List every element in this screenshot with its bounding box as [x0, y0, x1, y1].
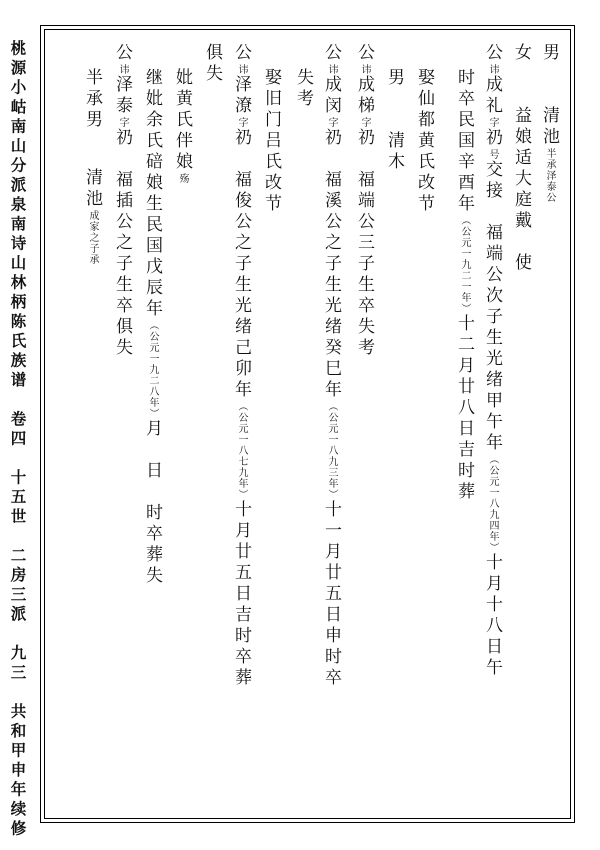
text-segment: 公	[354, 43, 374, 64]
side-page: 九三	[8, 644, 28, 684]
text-segment: 半承男	[82, 68, 102, 131]
text-column-12	[203, 43, 220, 85]
text-column-1	[540, 43, 557, 203]
text-segment: 礽 福俊公之子生光绪己卯年	[231, 128, 251, 401]
text-column-15	[113, 43, 130, 359]
text-segment: 十月廿五日吉时卒葬	[231, 500, 251, 689]
text-segment: 妣黄氏伴娘	[172, 68, 192, 173]
annotation-small: 讳	[487, 64, 498, 75]
text-segment: 女 益娘适大庭戴 使	[511, 43, 531, 274]
text-segment: 成梯	[354, 75, 374, 117]
text-column-16	[83, 68, 100, 131]
annotation-small: （公元一八七九年）	[236, 401, 247, 500]
annotation-small: 讳	[359, 64, 370, 75]
text-segment: 公	[321, 43, 341, 64]
text-column-14	[143, 68, 160, 587]
annotation-small: 讳	[326, 64, 337, 75]
text-segment: 月 日 时卒葬失	[142, 419, 162, 587]
text-column-2	[512, 43, 529, 274]
text-segment: 礽 福溪公之子生光绪癸巳年	[321, 128, 341, 401]
text-segment: 时卒民国辛酉年	[454, 68, 474, 215]
annotation-small: 字	[487, 117, 498, 128]
text-column-7	[355, 43, 372, 359]
text-segment: 俱失	[202, 43, 222, 85]
text-segment: 礽	[482, 128, 502, 149]
text-column-6	[385, 68, 402, 173]
text-column-4	[455, 68, 472, 503]
side-volume: 卷四	[8, 410, 28, 450]
text-segment: 公	[231, 43, 251, 64]
text-segment: 公	[482, 43, 502, 64]
annotation-small: （公元一八九四年）	[487, 454, 498, 553]
annotation-small: 号	[487, 149, 498, 160]
text-column-11	[262, 68, 279, 215]
text-segment: 娶旧门吕氏改节	[261, 68, 281, 215]
annotation-small: 讳	[236, 64, 247, 75]
text-column-8	[322, 43, 339, 689]
text-segment: 礽 福插公之子生卒俱失	[112, 128, 132, 359]
side-generation: 十五世	[8, 469, 28, 528]
text-segment: 清池	[82, 168, 102, 210]
annotation-small: 半承泽泰公	[544, 148, 555, 203]
text-segment: 继妣余氏碚娘生民国戊辰年	[142, 68, 162, 320]
side-branch: 二房三派	[8, 547, 28, 625]
text-segment: 礽 福端公三子生卒失考	[354, 128, 374, 359]
annotation-small: （公元一九二一年）	[459, 215, 470, 314]
annotation-small: 字	[117, 117, 128, 128]
text-segment: 交接 福端公次子生光绪甲午年	[482, 160, 502, 454]
text-segment: 十月十八日午	[482, 553, 502, 679]
annotation-small: （公元一八九三年）	[326, 401, 337, 500]
annotation-small: 讳	[117, 64, 128, 75]
text-column-5	[415, 68, 432, 215]
text-segment: 公	[112, 43, 132, 64]
text-segment: 十一月廿五日申时卒	[321, 500, 341, 689]
annotation-small: 成家之子承	[87, 210, 98, 265]
side-title: 桃源小岵南山分派泉南诗山林柄陈氏族谱	[8, 40, 28, 391]
text-column-9	[294, 68, 311, 110]
text-column-17	[83, 168, 100, 265]
text-segment: 男 清木	[384, 68, 404, 173]
text-column-13	[173, 68, 190, 184]
text-segment: 泽潦	[231, 75, 251, 117]
annotation-small: 殇	[177, 173, 188, 184]
text-segment: 泽泰	[112, 75, 132, 117]
text-segment: 娶仙都黄氏改节	[414, 68, 434, 215]
text-segment: 男 清池	[539, 43, 559, 148]
side-edition: 共和甲申年续修	[8, 703, 28, 840]
side-margin	[10, 40, 26, 840]
annotation-small: 字	[326, 117, 337, 128]
text-segment: 成礼	[482, 75, 502, 117]
annotation-small: 字	[359, 117, 370, 128]
text-segment: 失考	[293, 68, 313, 110]
annotation-small: 字	[236, 117, 247, 128]
text-segment: 成闵	[321, 75, 341, 117]
text-segment: 十二月廿八日吉时葬	[454, 314, 474, 503]
text-column-10	[232, 43, 249, 689]
text-column-3	[483, 43, 500, 679]
annotation-small: （公元一九二八年）	[147, 320, 158, 419]
